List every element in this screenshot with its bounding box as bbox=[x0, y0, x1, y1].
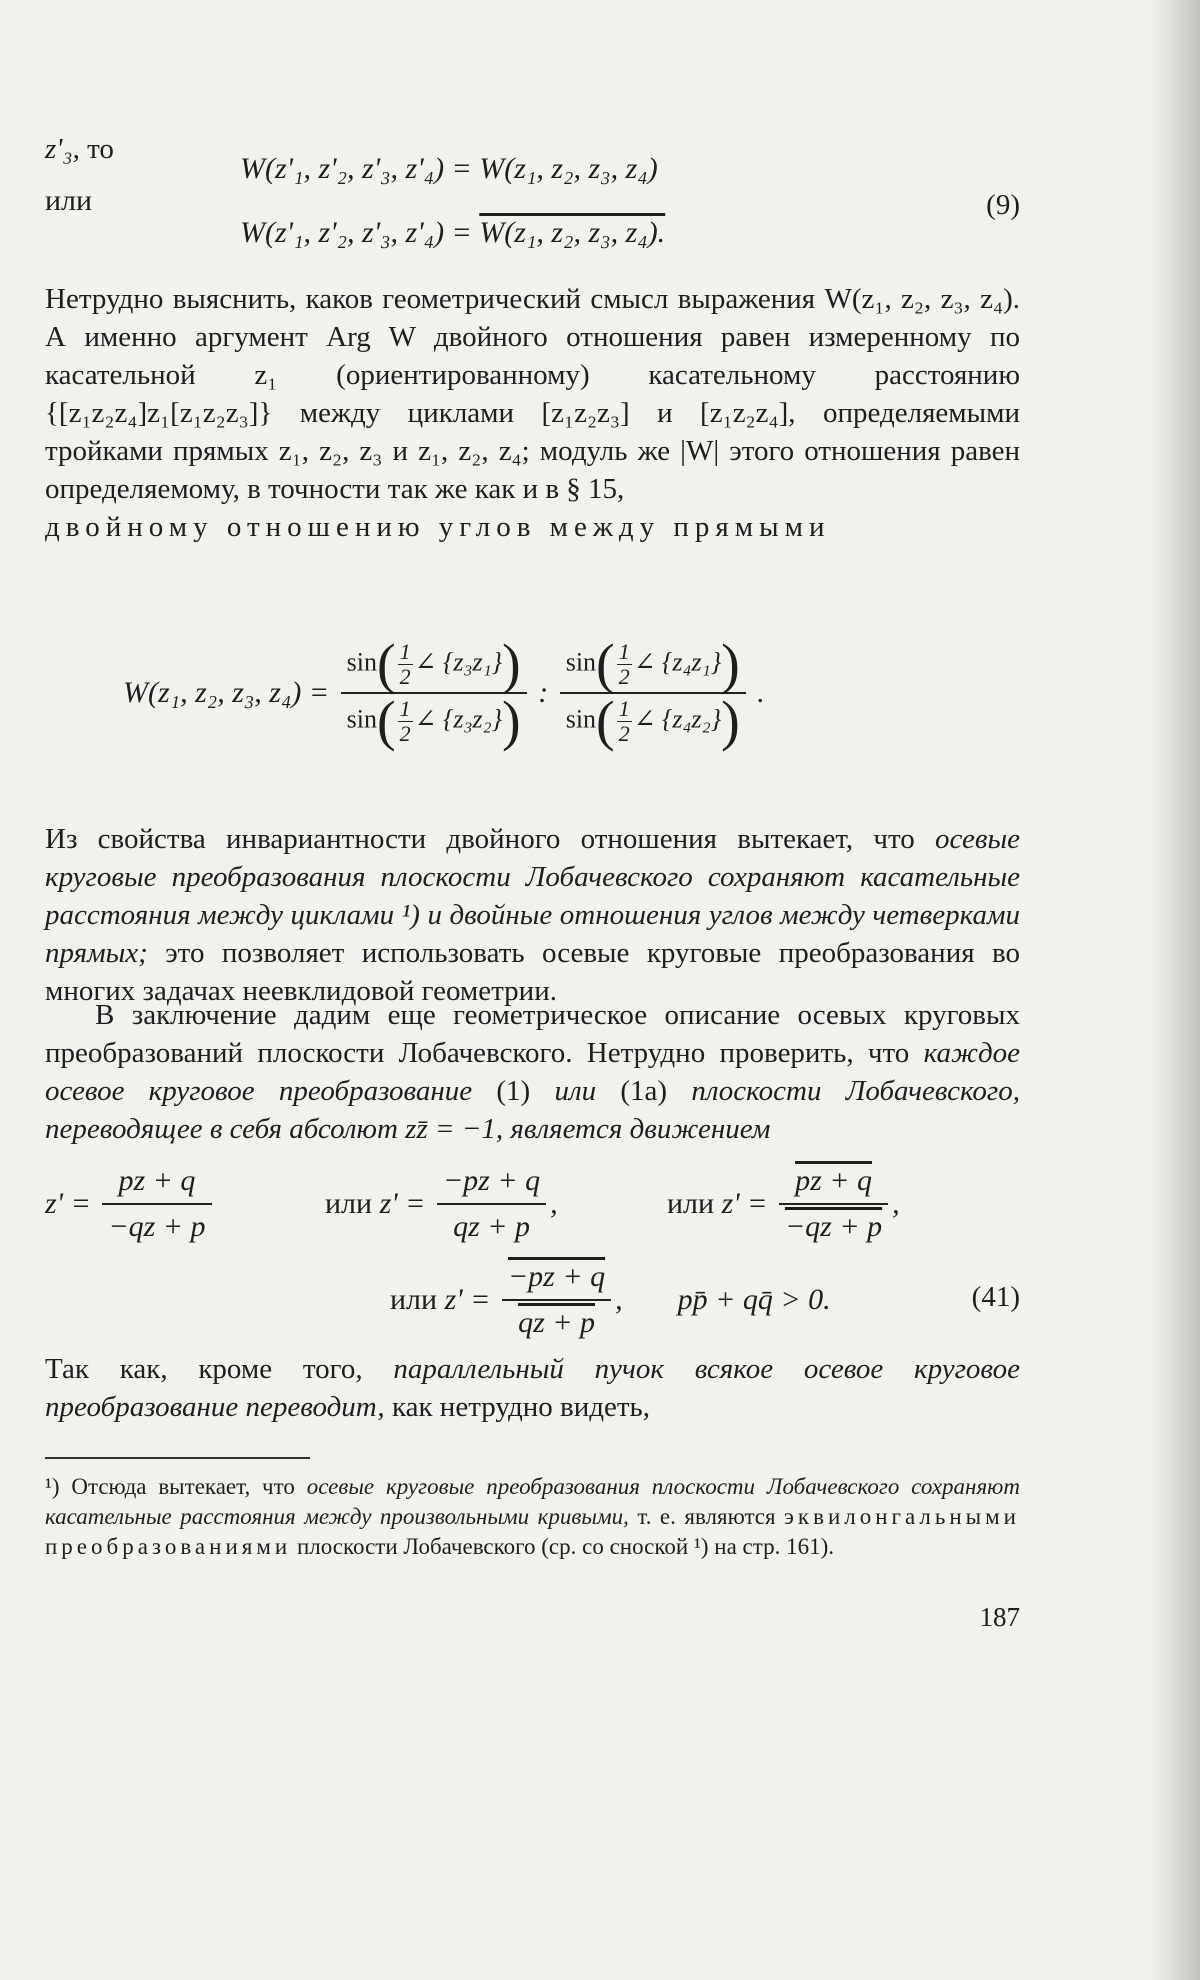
footnote-text-3: плоскости Лобачевского (ср. со сноской ¹) на стр. 161). bbox=[291, 1534, 834, 1559]
para3-italic-1: каждое осевое круговое преобразование bbox=[45, 1037, 1020, 1107]
frac3-den: −qz + p bbox=[784, 1210, 883, 1243]
intro-word: то bbox=[87, 133, 114, 165]
half-den: 2 bbox=[618, 721, 630, 746]
angle-symbol: ∠ bbox=[414, 647, 437, 677]
angle-z3z2: {z₃z₂} bbox=[442, 704, 503, 734]
angle-z3z1: {z₃z₁} bbox=[442, 647, 503, 677]
frac3-num: pz + q bbox=[779, 1162, 888, 1205]
footnote-rule bbox=[45, 1457, 310, 1459]
frac1-num: pz + q bbox=[102, 1162, 211, 1205]
paragraph-1-text: Нетрудно выяснить, каков геометрический смысл выражения W(z₁, z₂, z₃, z₄). А именно аргумент Arg W двойного отношения равен измеренному по касательной z₁ (ориентированному) касательному расстоянию {[z₁z₂z₄]z₁[z₁z₂z₃]} между циклами [z₁z₂z₃] и [z₁z₂z₄], определяемыми тройками прямых z₁, z₂, z₃ и z₁, z₂, z₄; модуль же |W| этого отношения равен определяемому, в точности так же как и в § 15, bbox=[45, 283, 1020, 505]
frac1-den: −qz + p bbox=[108, 1210, 206, 1243]
para3-absolute: zz̄ = −1, bbox=[397, 1113, 511, 1145]
paragraph-invariance bbox=[45, 820, 1020, 1010]
para3-text-d: (1а) bbox=[596, 1075, 692, 1107]
sin-label: sin bbox=[346, 647, 377, 677]
zprime-4: z' = bbox=[444, 1283, 491, 1316]
para2-italic: осевые круговые преобразования плоскости Лобачевского сохраняют касательные расстояния между циклами ¹) и двойные отношения углов между четверками прямых; bbox=[45, 823, 1020, 969]
footnote-text-2: т. е. являются bbox=[628, 1504, 785, 1529]
half-num: 1 bbox=[399, 696, 411, 721]
frac2-den: qz + p bbox=[453, 1210, 530, 1243]
page-number: 187 bbox=[979, 1602, 1020, 1632]
eq41-frac3 bbox=[779, 1162, 888, 1246]
frac4-den: qz + p bbox=[518, 1306, 595, 1339]
paragraph-1-spaced: двойному отношению углов между прямыми bbox=[45, 511, 831, 543]
sin-fraction-1: sin( $\frac{1}{2}$ ∠ {z₃z₁}) sin( $\frac{1}{2}$ ∠ {z₃z₂}) bbox=[341, 640, 527, 746]
para3-italic-2: плоскости Лобачевского, переводящее в себя абсолют bbox=[45, 1075, 1020, 1145]
angle-z4z2: {z₄z₂} bbox=[662, 704, 722, 734]
footnote-italic: осевые круговые преобразования плоскости Лобачевского сохраняют касательные расстояния между произвольными кривыми, bbox=[45, 1474, 1020, 1529]
half-num: 1 bbox=[399, 639, 411, 664]
half-den: 2 bbox=[399, 664, 411, 689]
angle-symbol: ∠ bbox=[633, 704, 656, 734]
eq9-number: (9) bbox=[986, 189, 1020, 221]
para2-text-a: Из свойства инвариантности двойного отношения вытекает, что bbox=[45, 823, 936, 855]
eq41-line1-b bbox=[325, 1162, 558, 1246]
para3-text-a: В заключение дадим еще геометрическое описание осевых круговых преобразований плоскости Лобачевского. Нетрудно проверить, что bbox=[45, 999, 1020, 1069]
eq41-condition: pp̄ + qq̄ > 0. bbox=[677, 1283, 831, 1316]
zprime-1: z' = bbox=[45, 1187, 91, 1220]
sin-label: sin bbox=[565, 647, 597, 677]
angle-z4z1: {z₄z₁} bbox=[662, 647, 722, 677]
para4-text-a: Так как, кроме того, bbox=[45, 1353, 394, 1385]
eq-sin bbox=[123, 633, 765, 753]
half-den: 2 bbox=[618, 664, 630, 689]
intro-var: z'₃, bbox=[45, 133, 80, 165]
eq41-line1-c bbox=[667, 1162, 900, 1246]
paragraph-parallel-pencil bbox=[45, 1350, 1020, 1426]
footnote-mark: ¹) bbox=[45, 1474, 60, 1499]
comma-1: , bbox=[550, 1187, 558, 1220]
eq-sin-lhs: W(z₁, z₂, z₃, z₄) = bbox=[123, 676, 330, 709]
eq41-line1 bbox=[45, 1162, 216, 1246]
para4-text-b: как нетрудно видеть, bbox=[384, 1391, 651, 1423]
angle-symbol: ∠ bbox=[633, 647, 656, 677]
eq41-number: (41) bbox=[971, 1281, 1020, 1313]
eq9-or: или bbox=[45, 184, 93, 217]
half-num: 1 bbox=[618, 696, 630, 721]
ratio-colon: : bbox=[538, 676, 549, 709]
or-3: или bbox=[390, 1283, 438, 1316]
eq41-frac4 bbox=[502, 1258, 611, 1342]
paragraph-conclusion bbox=[45, 996, 1020, 1148]
or-1: или bbox=[325, 1187, 373, 1220]
para3-text-b: (1) bbox=[472, 1075, 555, 1107]
para2-text-b: это позволяет использовать осевые круговые преобразования во многих задачах неевклидовой геометрии. bbox=[45, 937, 1020, 1007]
frac4-num: −pz + q bbox=[502, 1258, 611, 1301]
para3-italic-3: является движением bbox=[510, 1113, 771, 1145]
sin-label: sin bbox=[346, 704, 377, 734]
sin-fraction-2: sin( $\frac{1}{2}$ ∠ {z₄z₁}) sin( $\frac{1}{2}$ ∠ {z₄z₂}) bbox=[560, 640, 746, 746]
paragraph-geometric-meaning bbox=[45, 280, 1020, 546]
or-2: или bbox=[667, 1187, 715, 1220]
frac2-num: −pz + q bbox=[437, 1162, 546, 1205]
page-edge-shadow bbox=[1150, 0, 1200, 1980]
angle-symbol: ∠ bbox=[414, 704, 437, 734]
footnote-spaced: эквилонгальными преобразованиями bbox=[45, 1504, 1020, 1559]
half-num: 1 bbox=[618, 639, 630, 664]
zprime-3: z' = bbox=[721, 1187, 768, 1220]
half-den: 2 bbox=[399, 721, 411, 746]
eq41-frac2 bbox=[437, 1162, 546, 1246]
eq41-line2 bbox=[390, 1258, 831, 1342]
zprime-2: z' = bbox=[379, 1187, 426, 1220]
sin-label: sin bbox=[565, 704, 597, 734]
eq41-frac1 bbox=[102, 1162, 211, 1246]
comma-3: , bbox=[615, 1283, 623, 1316]
eq9-line2-lhs: W(z'₁, z'₂, z'₃, z'₄) = bbox=[240, 216, 480, 249]
eq9-line2-rhs: W(z₁, z₂, z₃, z₄). bbox=[479, 216, 666, 249]
comma-2: , bbox=[892, 1187, 900, 1220]
footnote bbox=[45, 1472, 1020, 1562]
eq9-line2 bbox=[240, 214, 665, 252]
para4-italic: параллельный пучок всякое осевое круговое преобразование переводит, bbox=[45, 1353, 1020, 1423]
para3-or: или bbox=[554, 1075, 597, 1107]
footnote-text-1: Отсюда вытекает, что bbox=[59, 1474, 307, 1499]
eq9-line1: W(z'₁, z'₂, z'₃, z'₄) = W(z₁, z₂, z₃, z₄) bbox=[240, 152, 658, 185]
eq-sin-end: . bbox=[757, 676, 765, 709]
